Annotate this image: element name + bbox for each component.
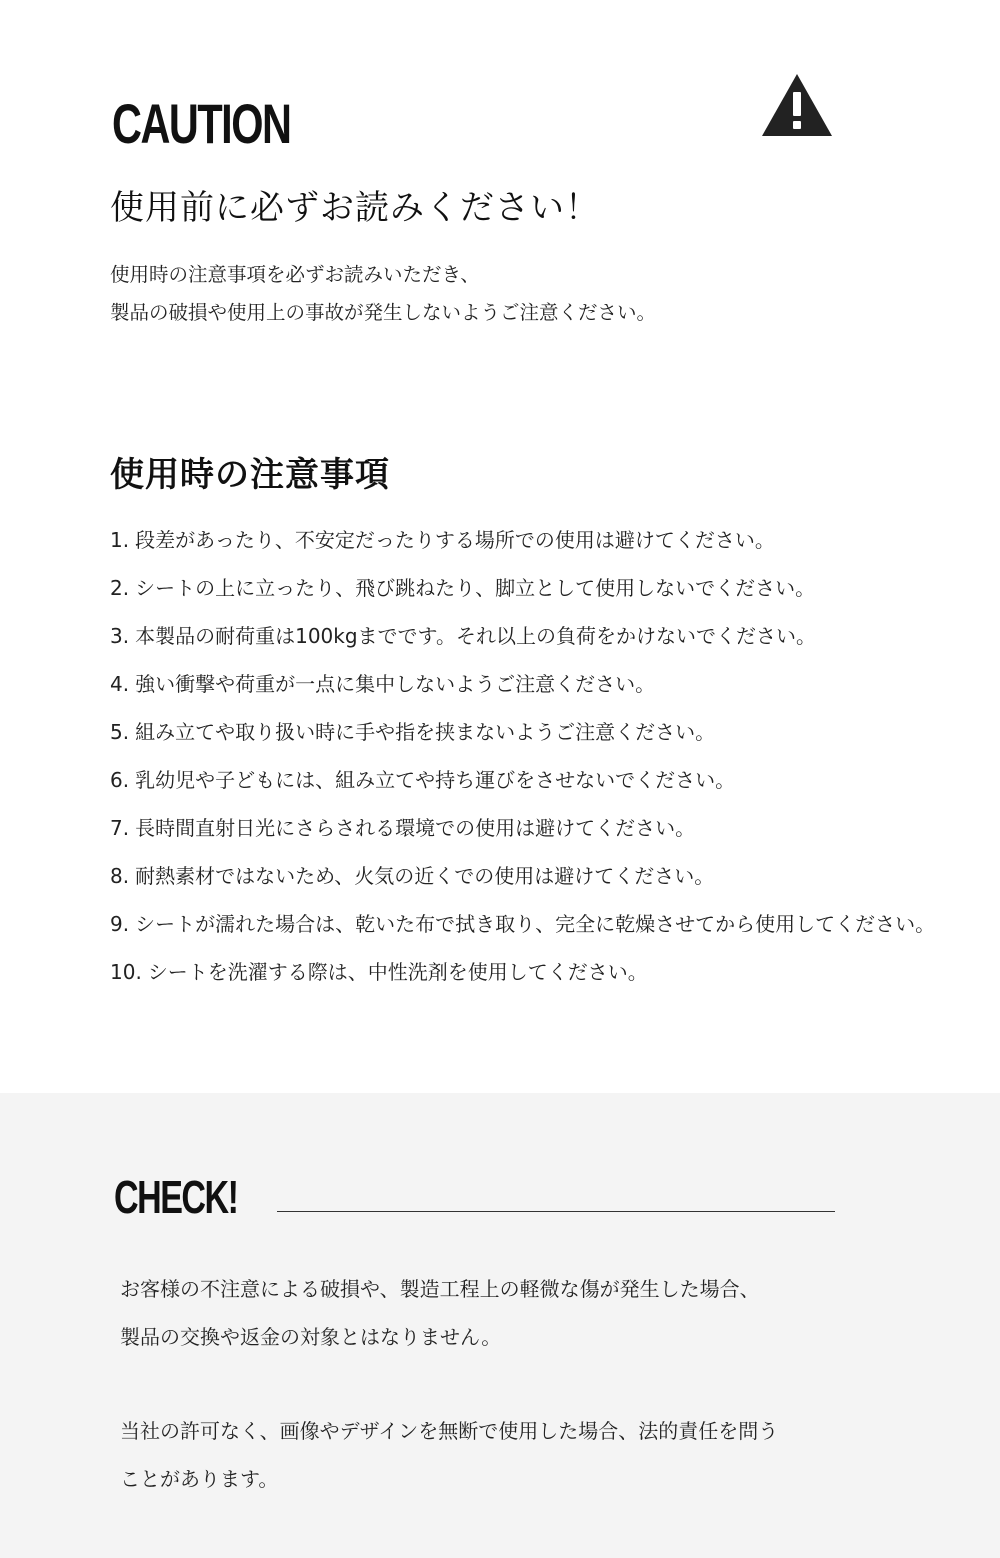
list-item (110, 763, 950, 797)
caution-title: CAUTION (112, 92, 291, 155)
list-item (110, 523, 950, 557)
item-text: 乳幼児や子どもには、組み立てや持ち運びをさせないでください。 (135, 768, 736, 792)
check-line: 製品の交換や返金の対象とはなりません。 (120, 1325, 502, 1349)
notes-heading: 使用時の注意事項 (110, 455, 390, 495)
item-number: 8. (110, 864, 130, 888)
list-item (110, 715, 950, 749)
warning-triangle-icon (760, 72, 834, 138)
item-text: 段差があったり、不安定だったりする場所での使用は避けてください。 (135, 528, 775, 552)
check-line: 当社の許可なく、画像やデザインを無断で使用した場合、法的責任を問う (120, 1419, 779, 1443)
list-item (110, 619, 950, 653)
lead-text (110, 256, 930, 332)
list-item (110, 811, 950, 845)
item-number: 2. (110, 576, 130, 600)
item-text: 耐熱素材ではないため、火気の近くでの使用は避けてください。 (135, 864, 715, 888)
notes-list (110, 523, 950, 1003)
item-text: 組み立てや取り扱い時に手や指を挟まないようご注意ください。 (135, 720, 716, 744)
list-item (110, 907, 950, 941)
check-line: ことがあります。 (120, 1467, 279, 1491)
lead-line: 使用時の注意事項を必ずお読みいただき、 (110, 263, 480, 286)
item-number: 9. (110, 912, 130, 936)
check-line: お客様の不注意による破損や、製造工程上の軽微な傷が発生した場合、 (120, 1277, 760, 1301)
lead-line: 製品の破損や使用上の事故が発生しないようご注意ください。 (110, 301, 657, 324)
list-item (110, 859, 950, 893)
check-title: CHECK! (114, 1171, 238, 1223)
item-number: 5. (110, 720, 130, 744)
item-number: 4. (110, 672, 130, 696)
item-number: 10. (110, 960, 142, 984)
list-item (110, 667, 950, 701)
item-number: 7. (110, 816, 130, 840)
item-text: 長時間直射日光にさらされる環境での使用は避けてください。 (135, 816, 696, 840)
item-text: シートを洗濯する際は、中性洗剤を使用してください。 (147, 960, 648, 984)
check-notice-copyright (120, 1407, 920, 1503)
item-text: 本製品の耐荷重は100kgまでです。それ以上の負荷をかけないでください。 (135, 624, 816, 648)
check-divider (277, 1211, 835, 1212)
lead-heading: 使用前に必ずお読みください！ (110, 188, 600, 228)
item-text: シートの上に立ったり、飛び跳ねたり、脚立として使用しないでください。 (135, 576, 816, 600)
item-number: 1. (110, 528, 130, 552)
item-text: シートが濡れた場合は、乾いた布で拭き取り、完全に乾燥させてから使用してください。 (135, 912, 936, 936)
item-text: 強い衝撃や荷重が一点に集中しないようご注意ください。 (135, 672, 656, 696)
list-item (110, 955, 950, 989)
item-number: 3. (110, 624, 130, 648)
list-item (110, 571, 950, 605)
check-notice-damage (120, 1265, 920, 1361)
check-section (0, 1093, 1000, 1558)
item-number: 6. (110, 768, 130, 792)
